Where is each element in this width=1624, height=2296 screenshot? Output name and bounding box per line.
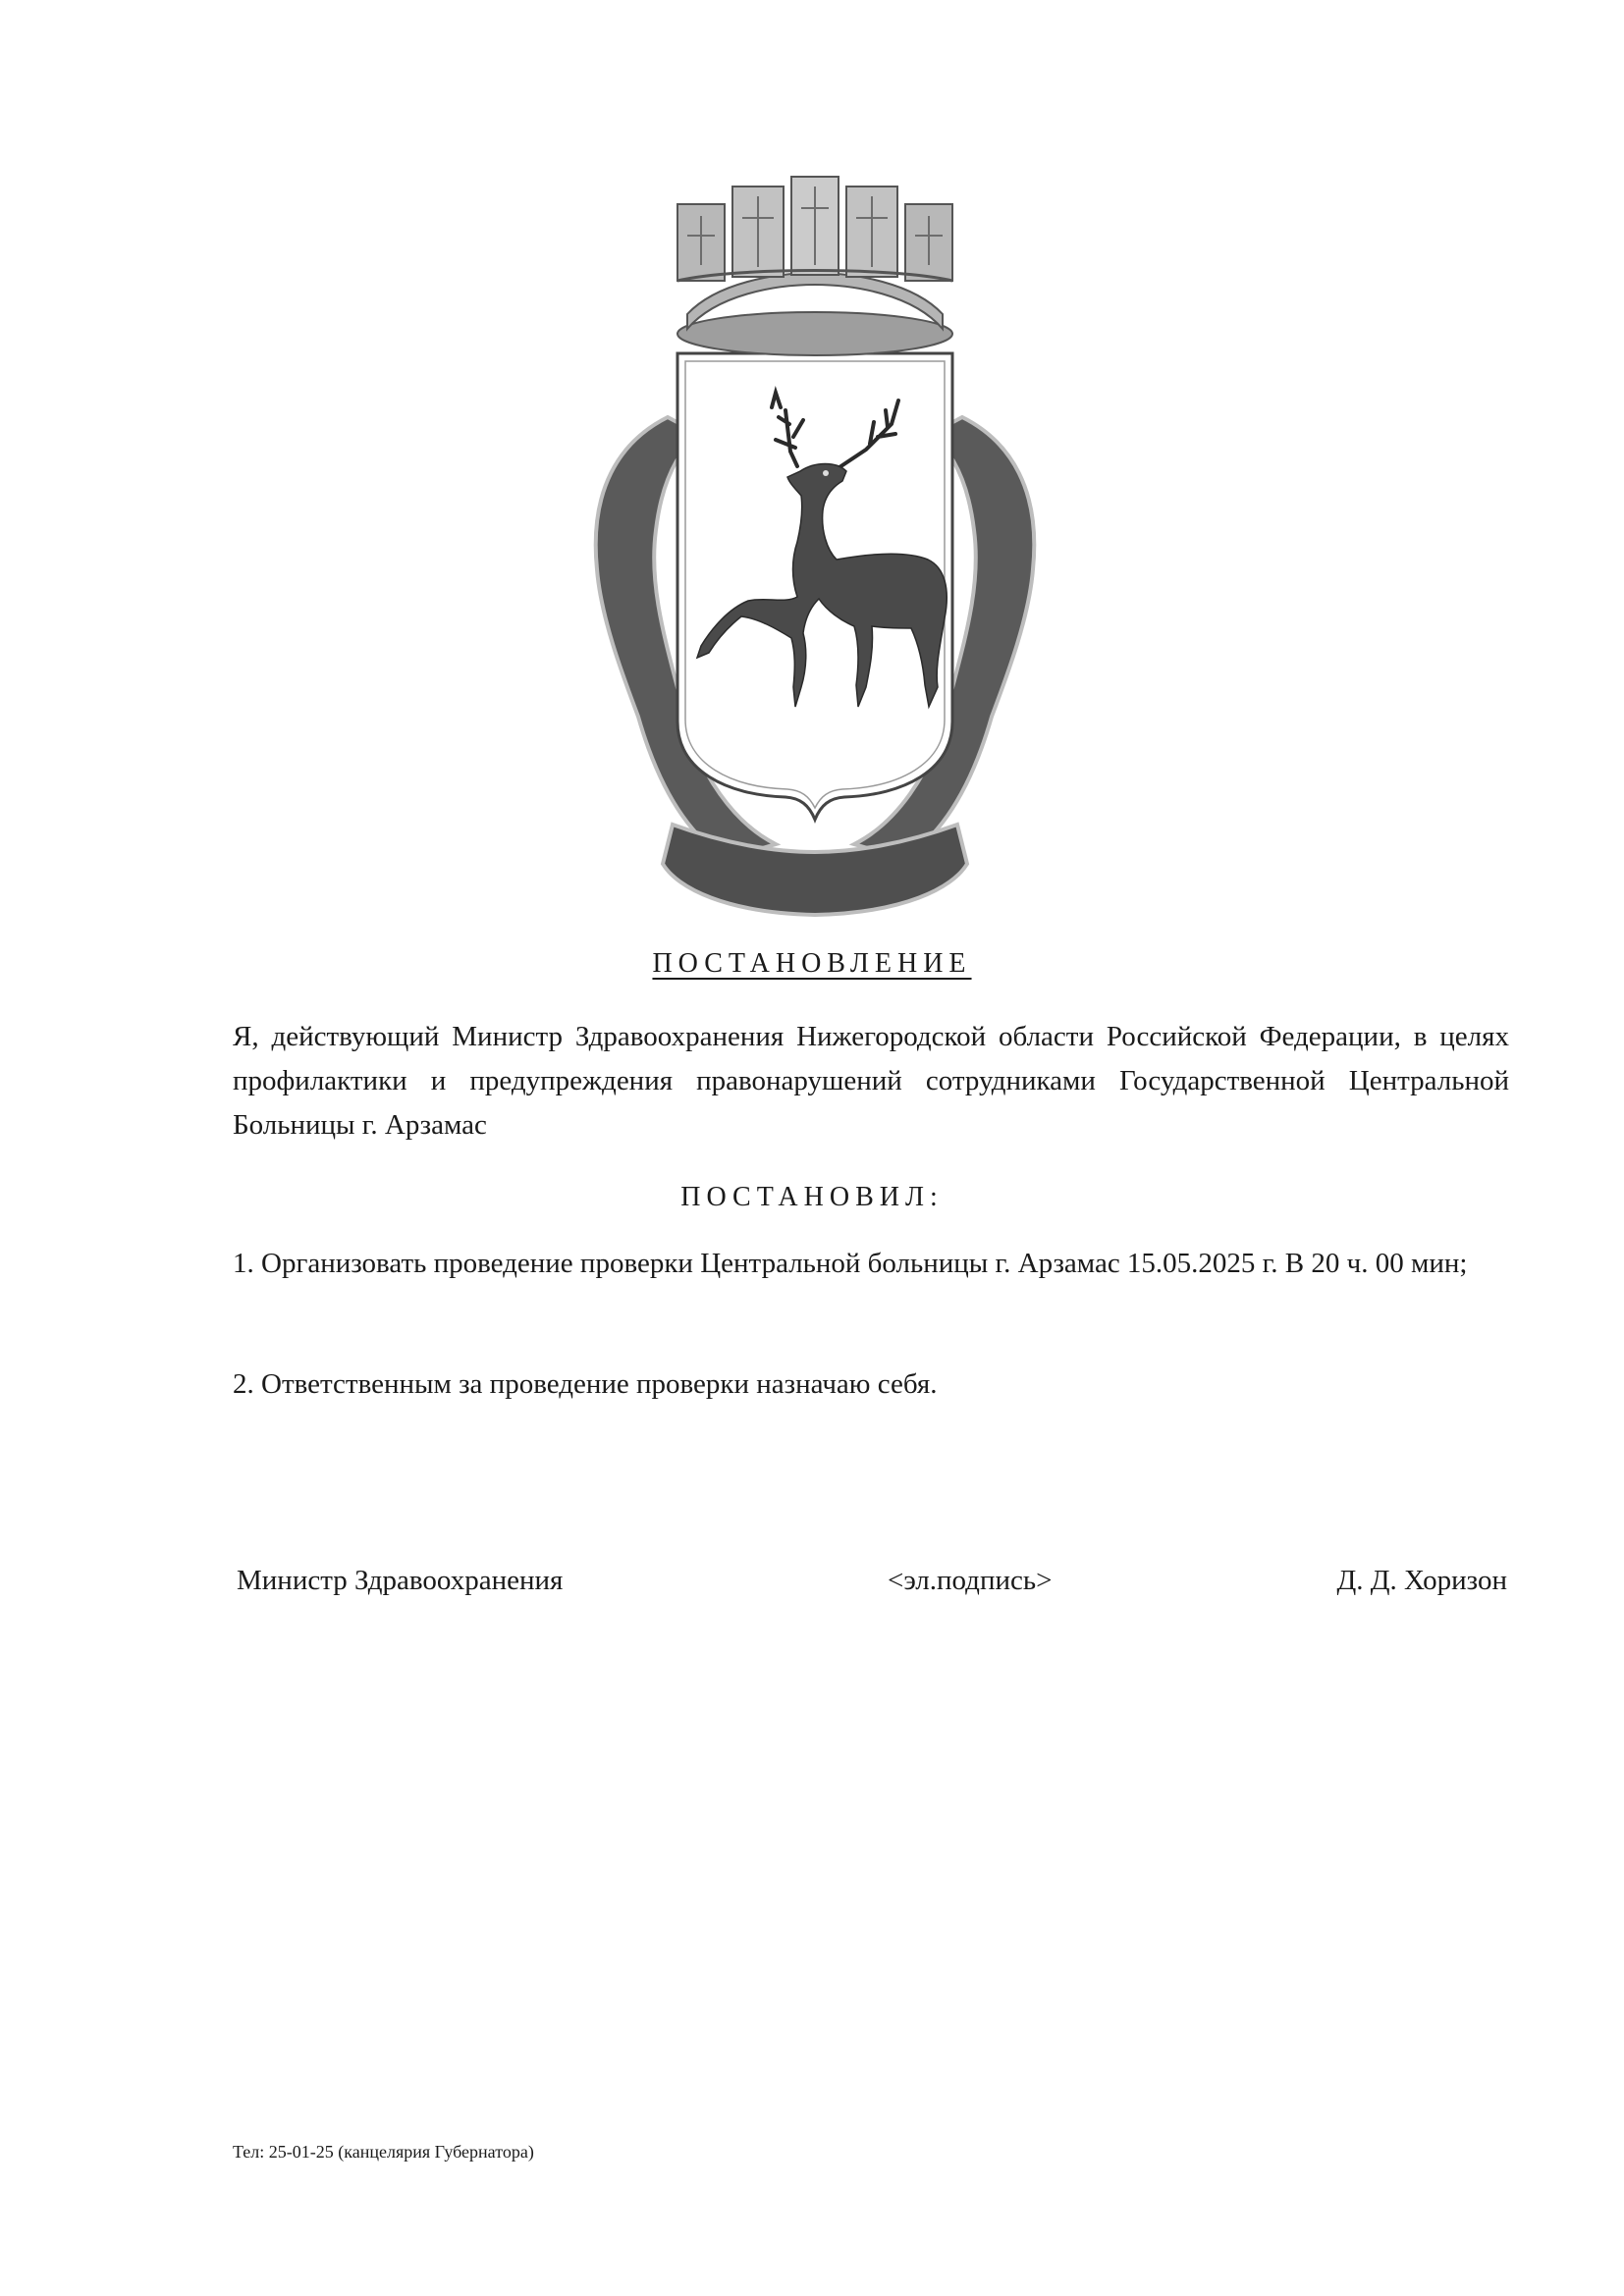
signer-name: Д. Д. Хоризон: [1336, 1565, 1507, 1596]
footer-contact: Тел: 25-01-25 (канцелярия Губернатора): [233, 2142, 534, 2162]
intro-paragraph: Я, действующий Министр Здравоохранения Нижегородской области Российской Федерации, в целях профилактики и предупреждения правонарушений сотрудниками Государственной Центральной Больницы г. Арзамас: [233, 1021, 1509, 1141]
document-heading-text: ПОСТАНОВЛЕНИЕ: [652, 948, 972, 979]
electronic-signature-mark: <эл.подпись>: [888, 1565, 1053, 1596]
list-item: 1. Организовать проведение проверки Центральной больницы г. Арзамас 15.05.2025 г. В 20 ч. 00 мин;: [233, 1248, 1468, 1279]
signature-row: [237, 1565, 1507, 1604]
coat-of-arms-deer-icon: [579, 157, 1051, 923]
signer-position: Министр Здравоохранения: [237, 1565, 564, 1596]
document-heading: [0, 948, 1624, 980]
decree-heading: ПОСТАНОВИЛ:: [680, 1182, 944, 1212]
crown-icon: [677, 177, 952, 355]
list-item: 2. Ответственным за проведение проверки назначаю себя.: [233, 1368, 938, 1400]
